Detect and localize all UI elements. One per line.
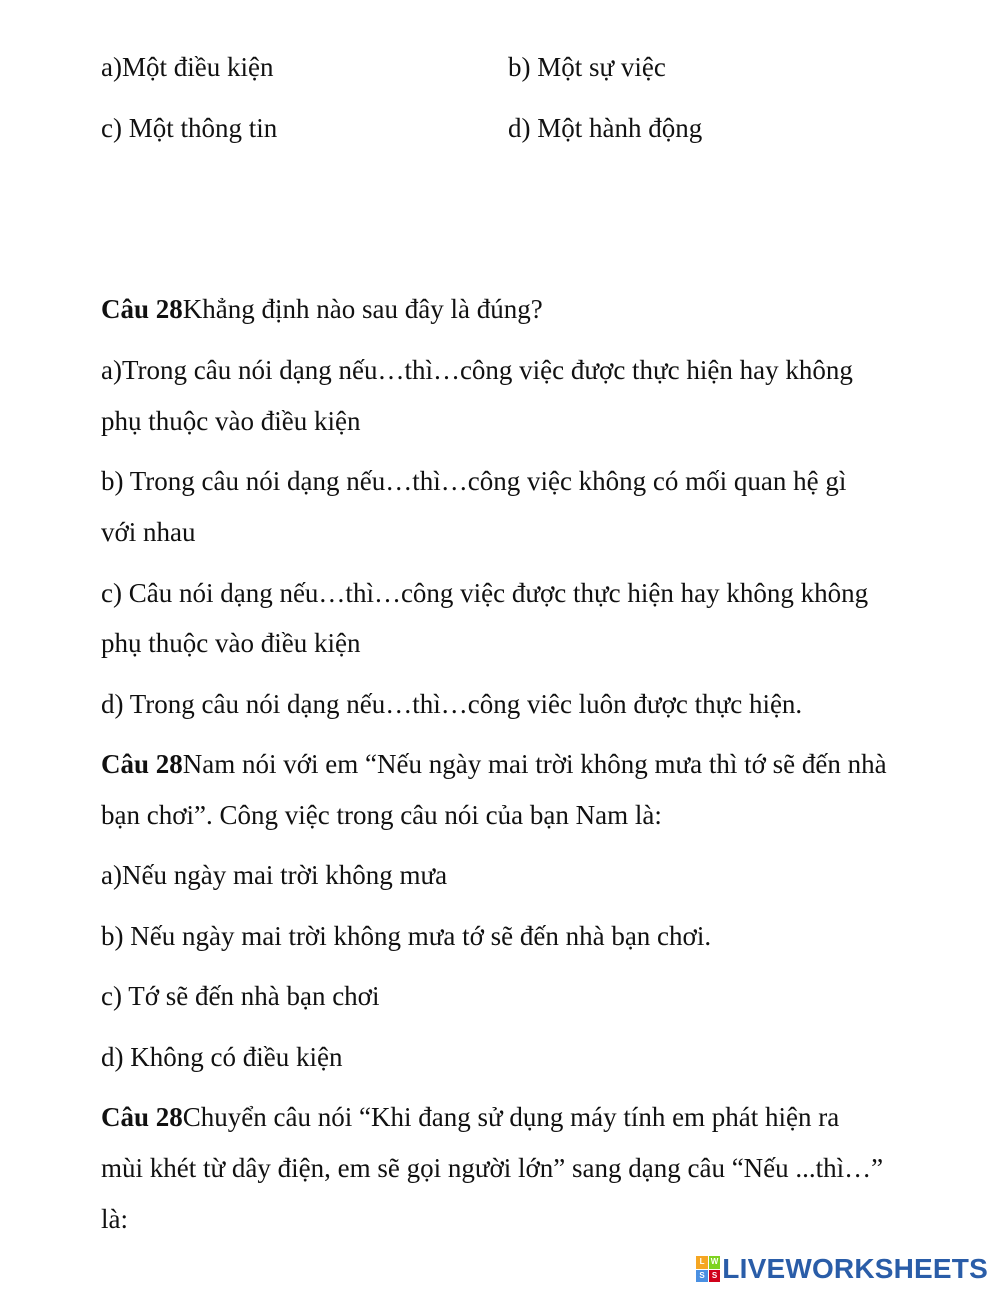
q1-option-c-line2[interactable]: phụ thuộc vào điều kiện <box>101 628 361 658</box>
q2-option-a[interactable]: a)Nếu ngày mai trời không mưa <box>101 860 448 890</box>
q1-option-b-line1[interactable]: b) Trong câu nói dạng nếu…thì…công việc không có mối quan hệ gì <box>101 466 847 496</box>
q3-text-line1: Chuyển câu nói “Khi đang sử dụng máy tính em phát hiện ra <box>182 1102 840 1132</box>
q1-option-d[interactable]: d) Trong câu nói dạng nếu…thì…công viêc luôn được thực hiện. <box>101 689 803 719</box>
q2-prompt-line2: bạn chơi”. Công việc trong câu nói của bạn Nam là: <box>101 800 662 830</box>
liveworksheets-mark-icon <box>696 1256 720 1282</box>
q1-option-a-line2[interactable]: phụ thuộc vào điều kiện <box>101 406 361 436</box>
q2-prompt-line1 <box>101 747 887 781</box>
q1-option-c-line1[interactable]: c) Câu nói dạng nếu…thì…công việc được thực hiện hay không không <box>101 578 869 608</box>
q3-prompt-line1 <box>101 1100 839 1134</box>
q2-option-d[interactable]: d) Không có điều kiện <box>101 1042 343 1072</box>
q2-text-line1: Nam nói với em “Nếu ngày mai trời không mưa thì tớ sẽ đến nhà <box>182 749 887 779</box>
q1-prompt <box>101 292 543 326</box>
logo-text: LIVEWORKSHEETS <box>722 1253 988 1284</box>
q2-option-c[interactable]: c) Tớ sẽ đến nhà bạn chơi <box>101 981 380 1011</box>
prev-option-c[interactable]: c) Một thông tin <box>101 113 278 143</box>
liveworksheets-logo[interactable] <box>696 1250 988 1288</box>
prev-option-d[interactable]: d) Một hành động <box>508 113 703 143</box>
q1-option-b-line2[interactable]: với nhau <box>101 517 196 547</box>
logo-mark-cell: S <box>709 1270 721 1283</box>
logo-mark-cell: S <box>696 1270 708 1283</box>
q2-label: Câu 28 <box>101 749 183 779</box>
q1-text: Khẳng định nào sau đây là đúng? <box>182 294 543 324</box>
prev-option-a[interactable]: a)Một điều kiện <box>101 52 274 82</box>
q1-option-a-line1[interactable]: a)Trong câu nói dạng nếu…thì…công việc được thực hiện hay không <box>101 355 853 385</box>
prev-option-b[interactable]: b) Một sự việc <box>508 52 666 82</box>
q2-option-b[interactable]: b) Nếu ngày mai trời không mưa tớ sẽ đến nhà bạn chơi. <box>101 921 712 951</box>
logo-mark-cell: L <box>696 1256 708 1269</box>
q3-prompt-line3: là: <box>101 1204 128 1234</box>
q3-label: Câu 28 <box>101 1102 183 1132</box>
q1-label: Câu 28 <box>101 294 183 324</box>
logo-mark-cell: W <box>709 1256 721 1269</box>
q3-prompt-line2: mùi khét từ dây điện, em sẽ gọi người lớn” sang dạng câu “Nếu ...thì…” <box>101 1153 884 1183</box>
